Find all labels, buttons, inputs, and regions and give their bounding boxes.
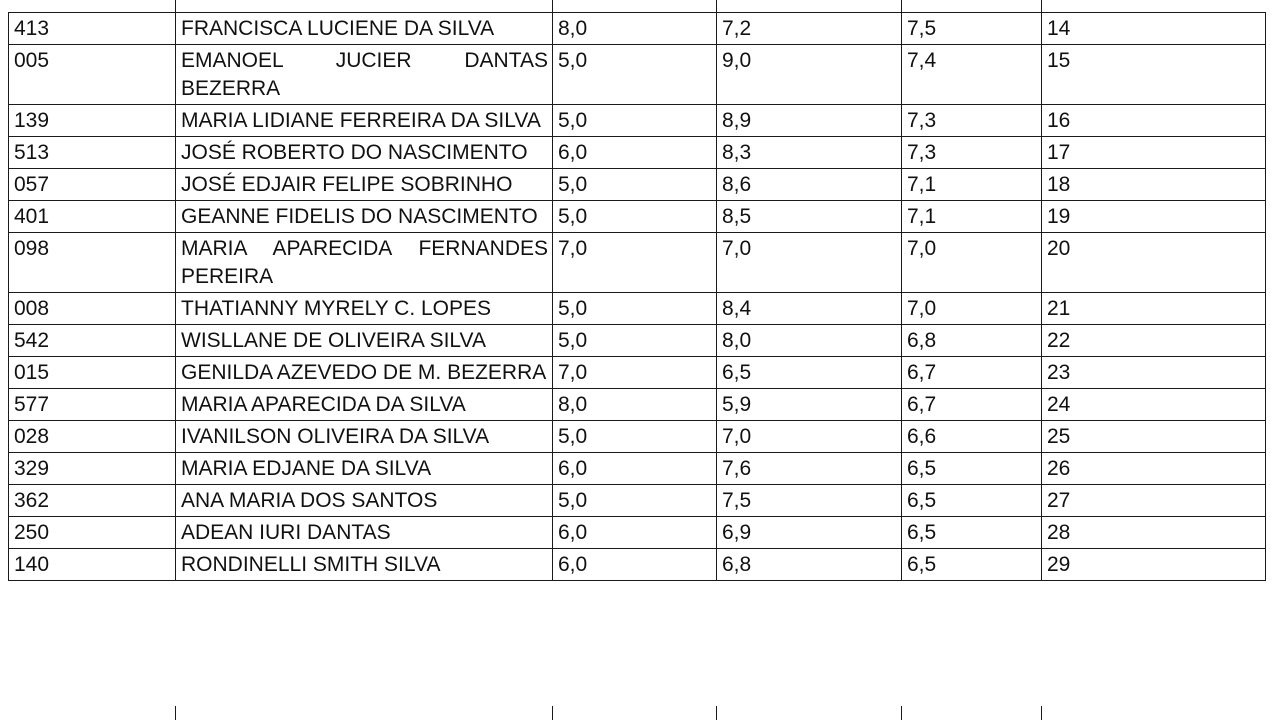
candidate-code: 362 [9, 485, 176, 517]
score-1: 7,0 [553, 233, 717, 293]
ranking-position: 17 [1042, 137, 1266, 169]
score-2: 5,9 [717, 389, 902, 421]
average-score: 6,5 [902, 485, 1042, 517]
average-score: 7,3 [902, 137, 1042, 169]
table-row [9, 325, 1266, 357]
column-rule [552, 706, 553, 720]
table-row [9, 233, 1266, 293]
candidate-name: MARIA LIDIANE FERREIRA DA SILVA [176, 105, 553, 137]
score-1: 6,0 [553, 137, 717, 169]
table-row [9, 389, 1266, 421]
column-rule [901, 706, 902, 720]
results-table [8, 12, 1266, 581]
ranking-position: 21 [1042, 293, 1266, 325]
candidate-name: MARIA APARECIDA DA SILVA [176, 389, 553, 421]
ranking-position: 27 [1042, 485, 1266, 517]
score-2: 6,9 [717, 517, 902, 549]
score-1: 5,0 [553, 421, 717, 453]
table-row [9, 357, 1266, 389]
average-score: 6,7 [902, 389, 1042, 421]
ranking-position: 16 [1042, 105, 1266, 137]
candidate-code: 057 [9, 169, 176, 201]
candidate-name: MARIA EDJANE DA SILVA [176, 453, 553, 485]
column-rule [716, 706, 717, 720]
table-row [9, 485, 1266, 517]
average-score: 6,5 [902, 517, 1042, 549]
average-score: 7,3 [902, 105, 1042, 137]
score-1: 5,0 [553, 325, 717, 357]
candidate-code: 008 [9, 293, 176, 325]
score-1: 5,0 [553, 45, 717, 105]
table-row [9, 421, 1266, 453]
candidate-name: WISLLANE DE OLIVEIRA SILVA [176, 325, 553, 357]
candidate-name: IVANILSON OLIVEIRA DA SILVA [176, 421, 553, 453]
results-table-body [9, 13, 1266, 581]
column-rule [175, 706, 176, 720]
ranking-position: 19 [1042, 201, 1266, 233]
candidate-code: 028 [9, 421, 176, 453]
candidate-name: EMANOEL JUCIER DANTAS BEZERRA [176, 45, 553, 105]
score-2: 8,4 [717, 293, 902, 325]
candidate-code: 005 [9, 45, 176, 105]
score-1: 5,0 [553, 169, 717, 201]
candidate-code: 542 [9, 325, 176, 357]
candidate-name: GENILDA AZEVEDO DE M. BEZERRA [176, 357, 553, 389]
ranking-position: 28 [1042, 517, 1266, 549]
score-1: 6,0 [553, 549, 717, 581]
ranking-position: 29 [1042, 549, 1266, 581]
average-score: 6,6 [902, 421, 1042, 453]
score-2: 8,9 [717, 105, 902, 137]
average-score: 7,0 [902, 233, 1042, 293]
ranking-position: 14 [1042, 13, 1266, 45]
column-rule [175, 0, 176, 12]
score-1: 8,0 [553, 13, 717, 45]
score-1: 6,0 [553, 517, 717, 549]
average-score: 6,7 [902, 357, 1042, 389]
column-rule [1041, 706, 1042, 720]
average-score: 7,4 [902, 45, 1042, 105]
candidate-name: THATIANNY MYRELY C. LOPES [176, 293, 553, 325]
candidate-name: JOSÉ EDJAIR FELIPE SOBRINHO [176, 169, 553, 201]
column-rule [901, 0, 902, 12]
ranking-position: 24 [1042, 389, 1266, 421]
score-2: 8,5 [717, 201, 902, 233]
candidate-name: RONDINELLI SMITH SILVA [176, 549, 553, 581]
score-2: 8,3 [717, 137, 902, 169]
average-score: 7,1 [902, 169, 1042, 201]
score-1: 8,0 [553, 389, 717, 421]
score-2: 9,0 [717, 45, 902, 105]
ranking-position: 23 [1042, 357, 1266, 389]
score-1: 6,0 [553, 453, 717, 485]
score-2: 7,6 [717, 453, 902, 485]
score-2: 6,5 [717, 357, 902, 389]
candidate-code: 329 [9, 453, 176, 485]
column-rule [716, 0, 717, 12]
candidate-code: 401 [9, 201, 176, 233]
ranking-position: 15 [1042, 45, 1266, 105]
candidate-code: 413 [9, 13, 176, 45]
score-2: 7,0 [717, 233, 902, 293]
ranking-position: 25 [1042, 421, 1266, 453]
table-row [9, 549, 1266, 581]
average-score: 7,1 [902, 201, 1042, 233]
table-row [9, 453, 1266, 485]
candidate-name: MARIA APARECIDA FERNANDES PEREIRA [176, 233, 553, 293]
average-score: 6,5 [902, 549, 1042, 581]
table-row [9, 517, 1266, 549]
candidate-code: 250 [9, 517, 176, 549]
table-row [9, 201, 1266, 233]
table-row [9, 293, 1266, 325]
score-2: 7,2 [717, 13, 902, 45]
average-score: 7,0 [902, 293, 1042, 325]
ranking-position: 20 [1042, 233, 1266, 293]
results-sheet [8, 12, 1265, 581]
score-1: 5,0 [553, 201, 717, 233]
candidate-name: JOSÉ ROBERTO DO NASCIMENTO [176, 137, 553, 169]
score-1: 5,0 [553, 485, 717, 517]
candidate-code: 577 [9, 389, 176, 421]
column-rule [1041, 0, 1042, 12]
average-score: 6,5 [902, 453, 1042, 485]
average-score: 7,5 [902, 13, 1042, 45]
candidate-code: 140 [9, 549, 176, 581]
score-2: 6,8 [717, 549, 902, 581]
table-row [9, 137, 1266, 169]
table-row [9, 169, 1266, 201]
ranking-position: 26 [1042, 453, 1266, 485]
ranking-position: 22 [1042, 325, 1266, 357]
candidate-code: 139 [9, 105, 176, 137]
table-row [9, 45, 1266, 105]
score-2: 7,0 [717, 421, 902, 453]
score-2: 7,5 [717, 485, 902, 517]
candidate-code: 513 [9, 137, 176, 169]
score-2: 8,0 [717, 325, 902, 357]
average-score: 6,8 [902, 325, 1042, 357]
score-2: 8,6 [717, 169, 902, 201]
score-1: 5,0 [553, 293, 717, 325]
table-row [9, 13, 1266, 45]
candidate-code: 098 [9, 233, 176, 293]
score-1: 5,0 [553, 105, 717, 137]
candidate-name: ANA MARIA DOS SANTOS [176, 485, 553, 517]
table-row [9, 105, 1266, 137]
score-1: 7,0 [553, 357, 717, 389]
column-rule [552, 0, 553, 12]
candidate-name: ADEAN IURI DANTAS [176, 517, 553, 549]
candidate-code: 015 [9, 357, 176, 389]
candidate-name: GEANNE FIDELIS DO NASCIMENTO [176, 201, 553, 233]
ranking-position: 18 [1042, 169, 1266, 201]
candidate-name: FRANCISCA LUCIENE DA SILVA [176, 13, 553, 45]
